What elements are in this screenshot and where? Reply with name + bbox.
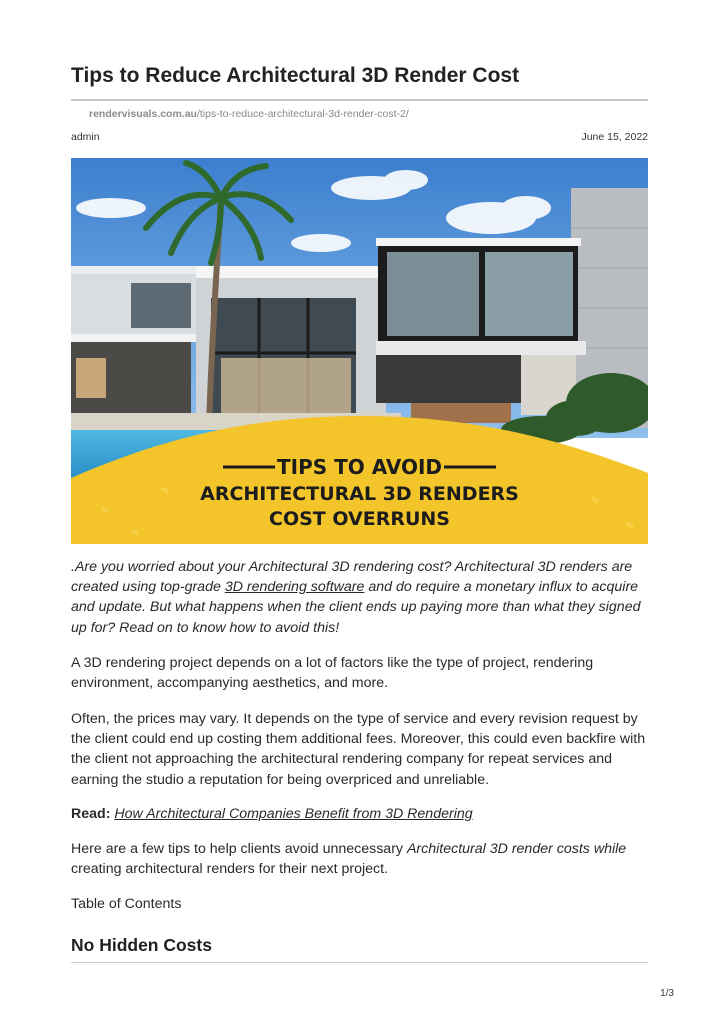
roof-middle xyxy=(196,266,386,278)
glass-pane-left xyxy=(387,252,479,336)
banner-line-3: COST OVERRUNS xyxy=(269,508,450,530)
section-divider xyxy=(71,962,648,963)
paragraph-factors: A 3D rendering project depends on a lot of factors like the type of project, rendering environment, accompanying aesthetics, and more. xyxy=(71,655,594,692)
tips-text-a: Here are a few tips to help clients avoid unnecessary xyxy=(71,841,407,857)
banner-line-1: TIPS TO AVOID xyxy=(276,455,443,479)
interior-light xyxy=(221,358,351,413)
interior-warm xyxy=(76,358,106,398)
banner-line-2: ARCHITECTURAL 3D RENDERS xyxy=(200,483,519,505)
3d-rendering-software-link[interactable]: 3D rendering software xyxy=(224,579,365,596)
url-path: /tips-to-reduce-architectural-3d-render-cost-2/ xyxy=(196,108,409,120)
article-title: Tips to Reduce Architectural 3D Render Cost xyxy=(71,64,520,87)
read-label: Read: xyxy=(71,806,111,822)
ground-floor-right xyxy=(376,355,521,403)
upper-window-left xyxy=(131,283,191,328)
related-article-link[interactable]: How Architectural Companies Benefit from 3D Rendering xyxy=(114,806,473,822)
url-domain: rendervisuals.com.au xyxy=(89,108,197,120)
tips-text-b: creating architectural renders for their next project. xyxy=(71,861,389,878)
intro-text-a: .Are you worried about your Architectural 3D rendering cost? Architectural 3D renders are created using top-grade xyxy=(71,559,633,596)
section-heading: No Hidden Costs xyxy=(71,935,212,955)
intro-paragraph xyxy=(71,557,648,638)
intro-text-b: and do require a monetary influx to acquire and update. But what happens when the client ends up paying more than what they signed up for? Read on to know how to avoid this! xyxy=(71,579,641,636)
author-name: admin xyxy=(71,131,100,143)
tips-text-italic: Architectural 3D render costs while xyxy=(406,841,627,857)
page-number: 1/3 xyxy=(660,988,674,999)
read-also xyxy=(71,804,648,824)
publish-date: June 15, 2022 xyxy=(581,131,648,143)
glass-pane-right xyxy=(485,252,573,336)
hero-image xyxy=(71,158,648,544)
slab-left xyxy=(71,334,201,342)
source-url[interactable] xyxy=(89,108,409,120)
table-of-contents[interactable]: Table of Contents xyxy=(71,896,182,912)
roof-left xyxy=(71,266,201,274)
slab-right xyxy=(376,341,586,355)
title-divider xyxy=(71,99,648,101)
roof-right xyxy=(376,238,581,246)
paragraph-prices: Often, the prices may vary. It depends on the type of service and every revision request by the client could end up costing them additional fees. Moreover, this could even backfire with the client not approaching the architectural rendering company for repeat services and earning the studio a reputation for being overpriced and unreliable. xyxy=(71,711,646,788)
paragraph-tips xyxy=(71,839,648,879)
